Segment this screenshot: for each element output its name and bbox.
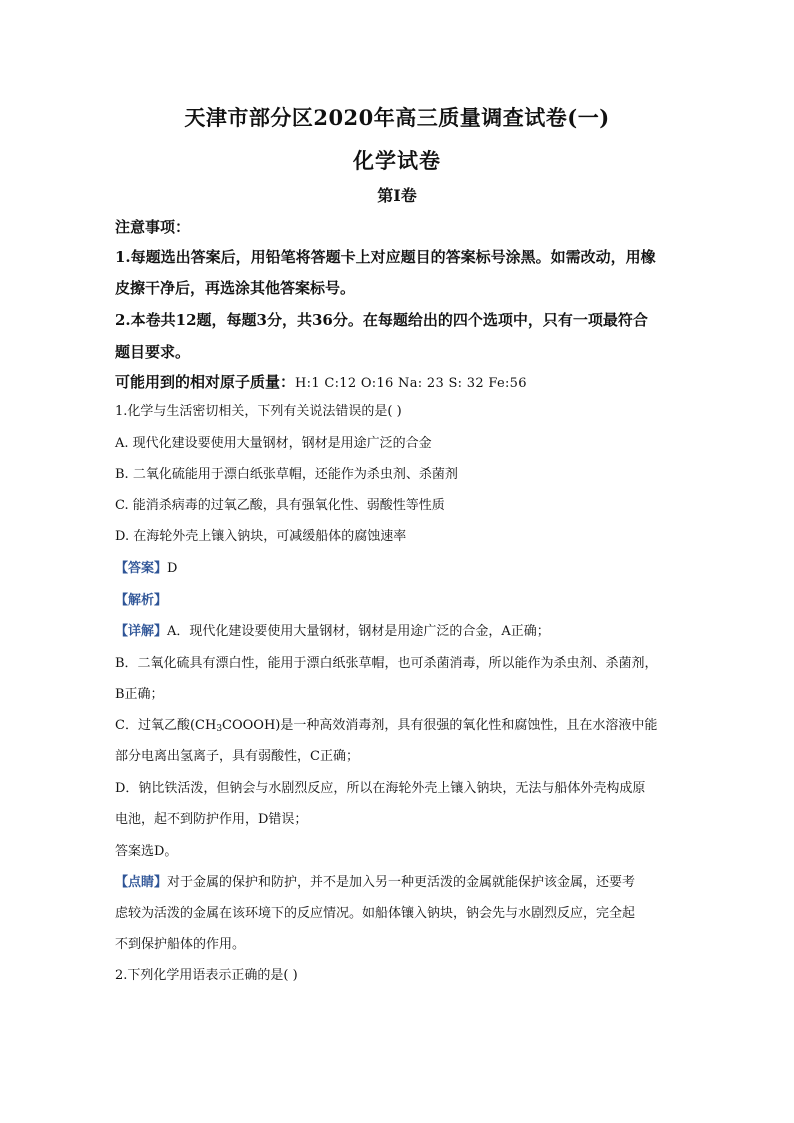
answer-label: 【答案】 bbox=[115, 561, 168, 576]
q1-tip-line2: 虑较为活泼的金属在该环境下的反应情况。如船体镶入钠块，钠会先与水剧烈反应，完全起 bbox=[115, 906, 636, 921]
q1-analysis bbox=[115, 591, 690, 611]
q1-answer bbox=[115, 559, 690, 579]
q1-option-d: D. 在海轮外壳上镶入钠块，可减缓船体的腐蚀速率 bbox=[115, 529, 407, 544]
detail-a-text: A．现代化建设要使用大量钢材，钢材是用途广泛的合金，A正确； bbox=[167, 624, 550, 639]
notice-item1-line1: 1.每题选出答案后，用铅笔将答题卡上对应题目的答案标号涂黑。如需改动，用橡 bbox=[115, 248, 656, 266]
section-title: 第I卷 bbox=[377, 186, 417, 205]
q1-tip-line1 bbox=[115, 873, 690, 893]
q2-stem: 2.下列化学用语表示正确的是( ) bbox=[115, 968, 298, 983]
q1-option-a: A. 现代化建设要使用大量钢材，钢材是用途广泛的合金 bbox=[115, 436, 432, 451]
tip-line1-text: 对于金属的保护和防护，并不是加入另一种更活泼的金属就能保护该金属，还要考 bbox=[167, 875, 636, 890]
subject-title: 化学试卷 bbox=[353, 148, 441, 173]
detail-c-subscript: 3 bbox=[216, 724, 223, 734]
atomic-masses-label: 可能用到的相对原子质量： bbox=[115, 373, 296, 391]
analysis-label: 【解析】 bbox=[115, 593, 168, 608]
q1-detail-c-line1 bbox=[115, 716, 690, 739]
q1-tip-line3: 不到保护船体的作用。 bbox=[115, 937, 246, 952]
q1-detail-b-line2: B正确； bbox=[115, 687, 164, 702]
detail-label: 【详解】 bbox=[115, 624, 168, 639]
q1-option-c: C. 能消杀病毒的过氧乙酸，具有强氧化性、弱酸性等性质 bbox=[115, 498, 445, 513]
q1-detail-a bbox=[115, 622, 690, 642]
tip-label: 【点睛】 bbox=[115, 875, 168, 890]
detail-c-suffix: COOOH)是一种高效消毒剂，具有很强的氧化性和腐蚀性，且在水溶液中能 bbox=[222, 718, 658, 733]
q1-detail-d-line1: D．钠比铁活泼，但钠会与水剧烈反应，所以在海轮外壳上镶入钠块，无法与船体外壳构成原 bbox=[115, 781, 646, 796]
notice-item2-line1: 2.本卷共12题，每题3分，共36分。在每题给出的四个选项中，只有一项最符合 bbox=[115, 311, 648, 329]
q1-detail-b-line1: B．二氧化硫具有漂白性，能用于漂白纸张草帽，也可杀菌消毒，所以能作为杀虫剂、杀菌剂， bbox=[115, 656, 658, 671]
atomic-masses-values: H:1 C:12 O:16 Na: 23 S: 32 Fe:56 bbox=[295, 376, 527, 391]
atomic-masses bbox=[115, 372, 690, 394]
q1-detail-c-line2: 部分电离出氢离子，具有弱酸性，C正确； bbox=[115, 749, 359, 764]
q1-conclusion: 答案选D。 bbox=[115, 844, 178, 859]
notice-item2-line2: 题目要求。 bbox=[115, 343, 191, 361]
detail-c-prefix: C．过氧乙酸(CH bbox=[115, 718, 217, 733]
notice-heading: 注意事项： bbox=[115, 218, 191, 236]
q1-detail-d-line2: 电池，起不到防护作用，D错误； bbox=[115, 812, 308, 827]
exam-title: 天津市部分区2020年高三质量调查试卷(一) bbox=[184, 105, 610, 130]
notice-item1-line2: 皮擦干净后，再选涂其他答案标号。 bbox=[115, 279, 356, 297]
answer-value: D bbox=[167, 561, 178, 576]
q1-stem: 1.化学与生活密切相关，下列有关说法错误的是( ) bbox=[115, 404, 402, 419]
q1-option-b: B. 二氧化硫能用于漂白纸张草帽，还能作为杀虫剂、杀菌剂 bbox=[115, 467, 458, 482]
